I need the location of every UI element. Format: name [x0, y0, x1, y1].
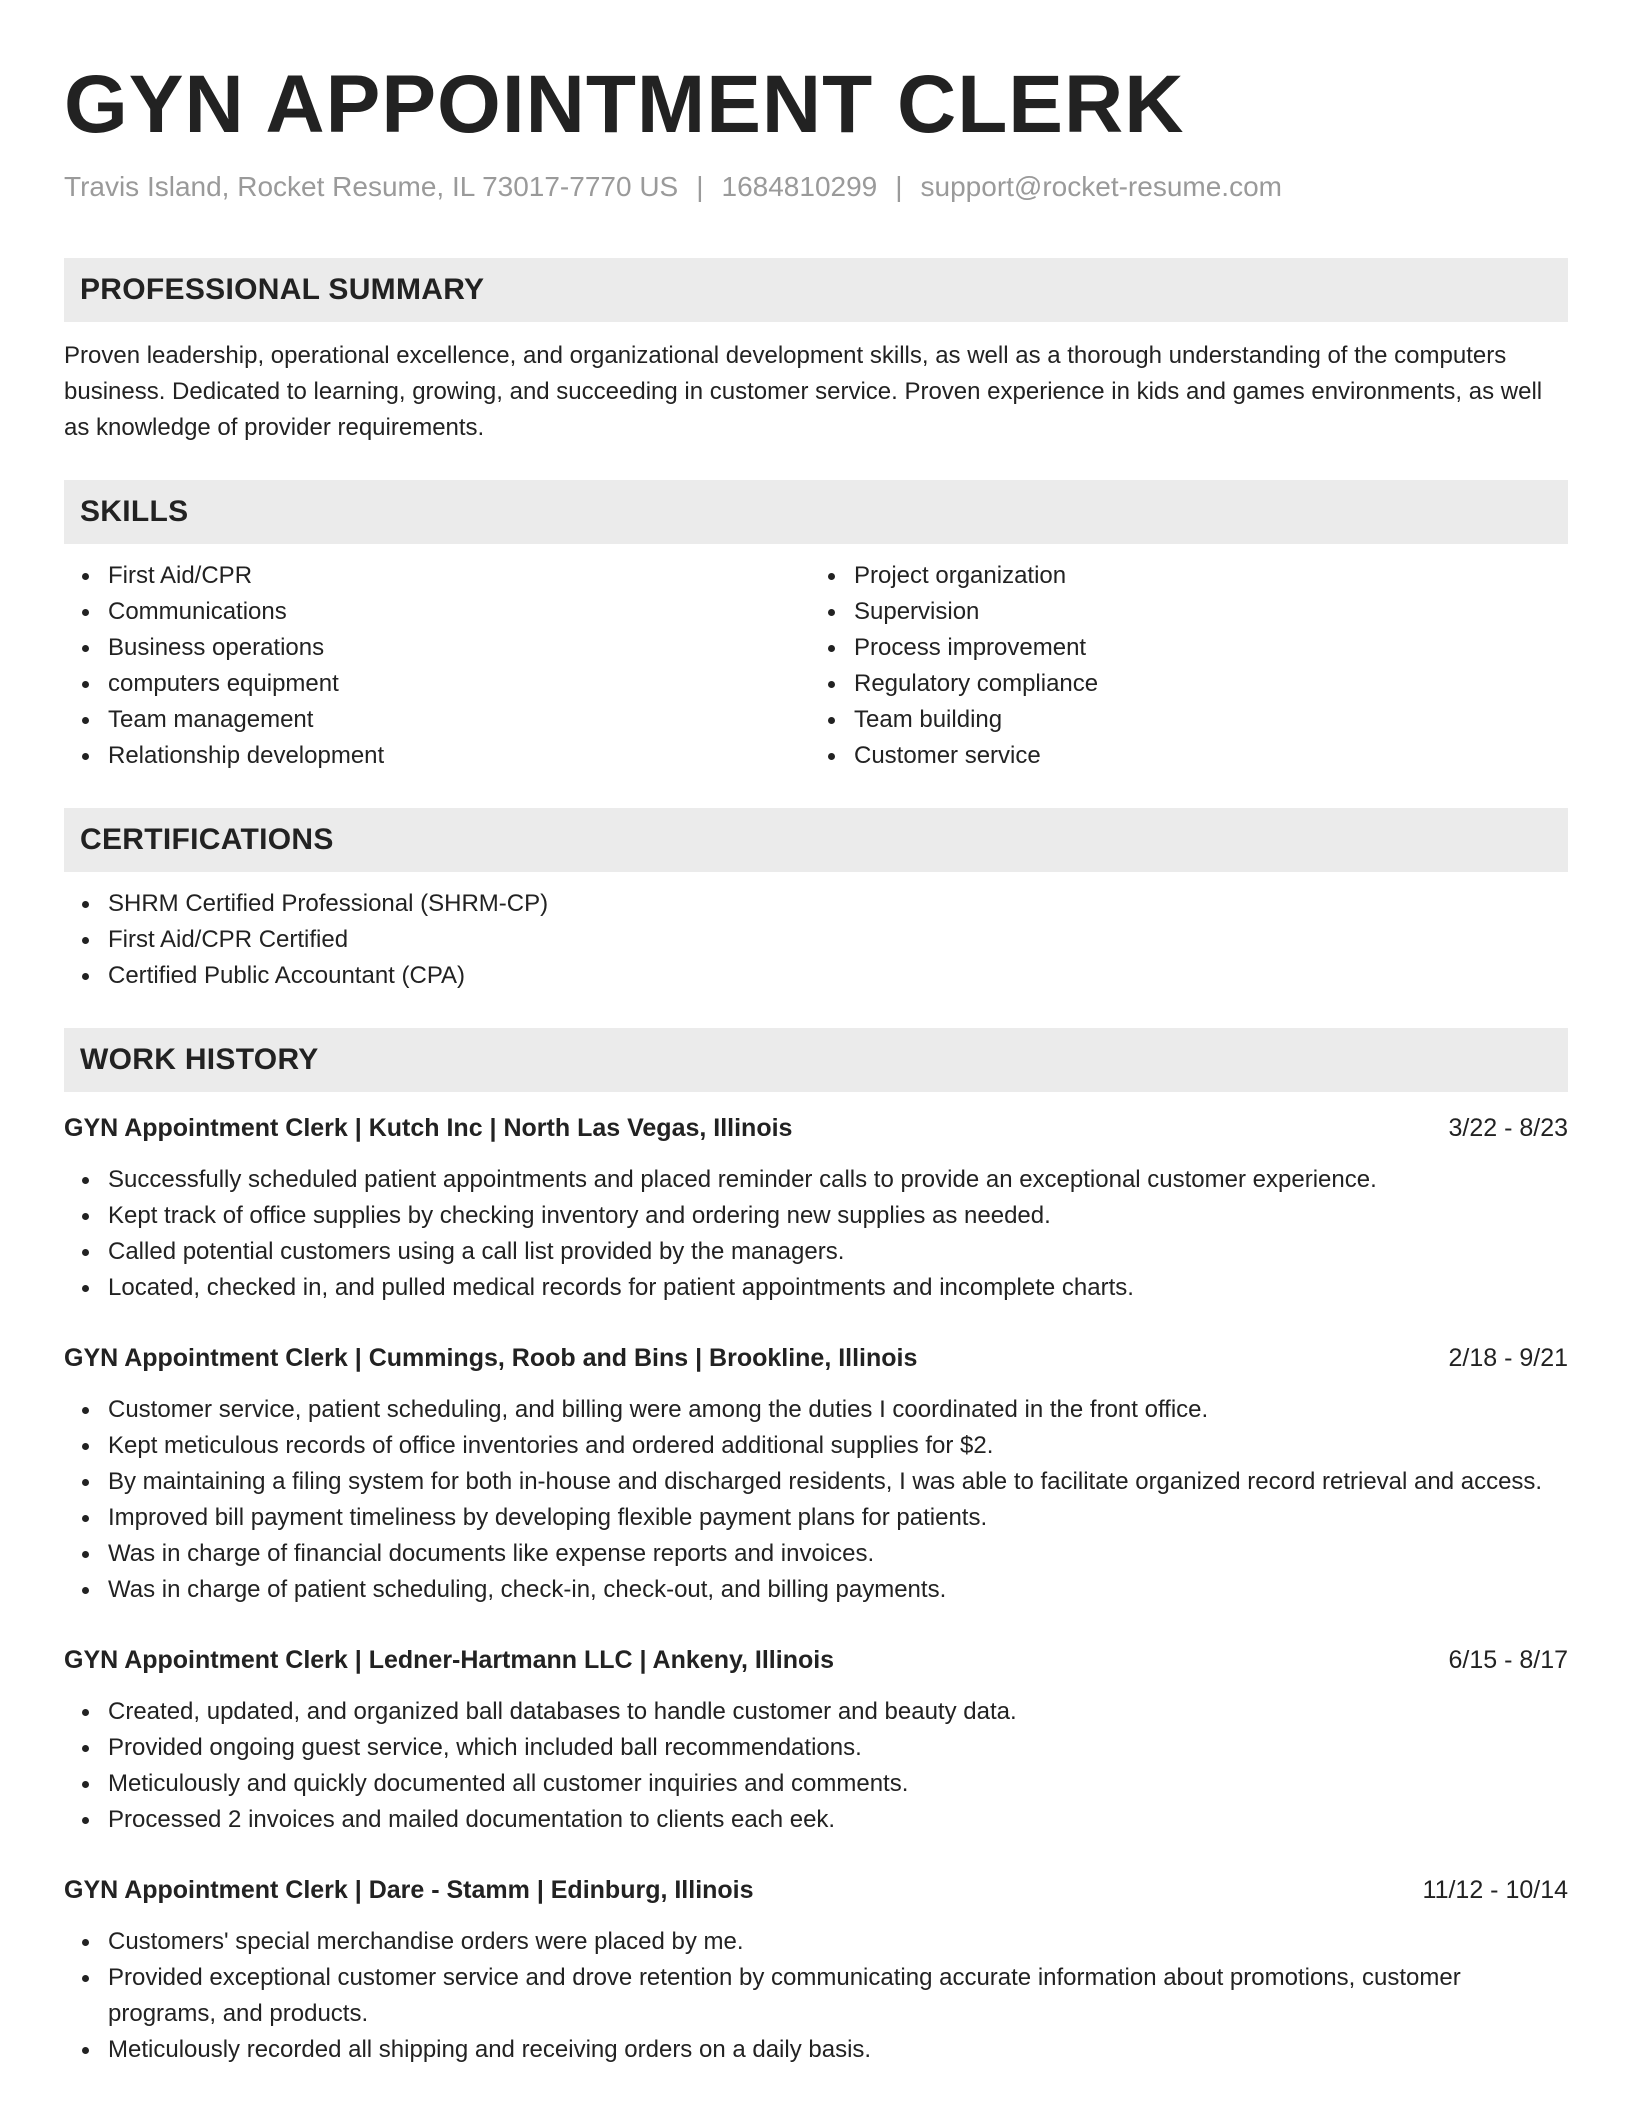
- job-entry: [64, 1872, 1568, 2068]
- list-item: SHRM Certified Professional (SHRM-CP): [108, 886, 1568, 922]
- job-dates: 11/12 - 10/14: [1422, 1876, 1568, 1904]
- job-entry: [64, 1642, 1568, 1838]
- list-item: Was in charge of financial documents like expense reports and invoices.: [108, 1536, 1568, 1572]
- skills-list-right: [816, 558, 1568, 774]
- section-header-summary: PROFESSIONAL SUMMARY: [64, 258, 1568, 322]
- contact-phone: 1684810299: [721, 171, 878, 202]
- list-item: Kept meticulous records of office inventories and ordered additional supplies for $2.: [108, 1428, 1568, 1464]
- list-item: Improved bill payment timeliness by developing flexible payment plans for patients.: [108, 1500, 1568, 1536]
- list-item: Project organization: [854, 558, 1568, 594]
- job-entry: [64, 1340, 1568, 1608]
- list-item: Provided ongoing guest service, which included ball recommendations.: [108, 1730, 1568, 1766]
- list-item: Team management: [108, 702, 816, 738]
- job-header: [64, 1642, 1568, 1678]
- job-bullets: [64, 1392, 1568, 1608]
- list-item: Relationship development: [108, 738, 816, 774]
- list-item: Team building: [854, 702, 1568, 738]
- list-item: Supervision: [854, 594, 1568, 630]
- summary-text: Proven leadership, operational excellence, and organizational development skills, as well as a thorough understanding of the computers business. Dedicated to learning, growing, and succeeding in customer service. Proven experience in kids and games environments, as well as knowledge of provider requirements.: [64, 342, 1543, 441]
- candidate-name: GYN APPOINTMENT CLERK: [64, 59, 1185, 150]
- list-item: Provided exceptional customer service and drove retention by communicating accurate information about promotions, customer programs, and products.: [108, 1960, 1568, 2032]
- list-item: Kept track of office supplies by checking inventory and ordering new supplies as needed.: [108, 1198, 1568, 1234]
- list-item: Meticulously and quickly documented all customer inquiries and comments.: [108, 1766, 1568, 1802]
- work-history-list: [64, 1110, 1568, 2068]
- list-item: Was in charge of patient scheduling, check-in, check-out, and billing payments.: [108, 1572, 1568, 1608]
- contact-email[interactable]: support@rocket-resume.com: [920, 171, 1282, 202]
- contact-separator: |: [696, 171, 704, 202]
- list-item: Customer service: [854, 738, 1568, 774]
- job-title: GYN Appointment Clerk | Cummings, Roob and Bins | Brookline, Illinois: [64, 1344, 918, 1372]
- list-item: Regulatory compliance: [854, 666, 1568, 702]
- job-entry: [64, 1110, 1568, 1306]
- job-bullets: [64, 1694, 1568, 1838]
- list-item: Certified Public Accountant (CPA): [108, 958, 1568, 994]
- list-item: Communications: [108, 594, 816, 630]
- contact-line: [64, 170, 1568, 204]
- list-item: Customers' special merchandise orders were placed by me.: [108, 1924, 1568, 1960]
- section-header-skills: SKILLS: [64, 480, 1568, 544]
- list-item: computers equipment: [108, 666, 816, 702]
- list-item: Processed 2 invoices and mailed documentation to clients each eek.: [108, 1802, 1568, 1838]
- section-header-certifications: CERTIFICATIONS: [64, 808, 1568, 872]
- job-title: GYN Appointment Clerk | Dare - Stamm | Edinburg, Illinois: [64, 1876, 754, 1904]
- list-item: First Aid/CPR: [108, 558, 816, 594]
- skills-grid: [64, 544, 1568, 774]
- list-item: Created, updated, and organized ball databases to handle customer and beauty data.: [108, 1694, 1568, 1730]
- list-item: Meticulously recorded all shipping and receiving orders on a daily basis.: [108, 2032, 1568, 2068]
- certifications-list: [64, 886, 1568, 994]
- job-header: [64, 1872, 1568, 1908]
- job-dates: 3/22 - 8/23: [1448, 1114, 1568, 1142]
- contact-separator: |: [895, 171, 903, 202]
- contact-address: Travis Island, Rocket Resume, IL 73017-7770 US: [64, 171, 679, 202]
- list-item: Located, checked in, and pulled medical records for patient appointments and incomplete charts.: [108, 1270, 1568, 1306]
- list-item: By maintaining a filing system for both in-house and discharged residents, I was able to facilitate organized record retrieval and access.: [108, 1464, 1568, 1500]
- job-dates: 2/18 - 9/21: [1448, 1344, 1568, 1372]
- job-dates: 6/15 - 8/17: [1448, 1646, 1568, 1674]
- job-title: GYN Appointment Clerk | Kutch Inc | North Las Vegas, Illinois: [64, 1114, 793, 1142]
- skills-list-left: [64, 558, 816, 774]
- job-bullets: [64, 1924, 1568, 2068]
- list-item: Called potential customers using a call list provided by the managers.: [108, 1234, 1568, 1270]
- list-item: Process improvement: [854, 630, 1568, 666]
- section-header-work-history: WORK HISTORY: [64, 1028, 1568, 1092]
- list-item: Customer service, patient scheduling, and billing were among the duties I coordinated in the front office.: [108, 1392, 1568, 1428]
- job-title: GYN Appointment Clerk | Ledner-Hartmann LLC | Ankeny, Illinois: [64, 1646, 835, 1674]
- list-item: Successfully scheduled patient appointments and placed reminder calls to provide an exceptional customer experience.: [108, 1162, 1568, 1198]
- list-item: First Aid/CPR Certified: [108, 922, 1568, 958]
- job-header: [64, 1340, 1568, 1376]
- job-header: [64, 1110, 1568, 1146]
- job-bullets: [64, 1162, 1568, 1306]
- list-item: Business operations: [108, 630, 816, 666]
